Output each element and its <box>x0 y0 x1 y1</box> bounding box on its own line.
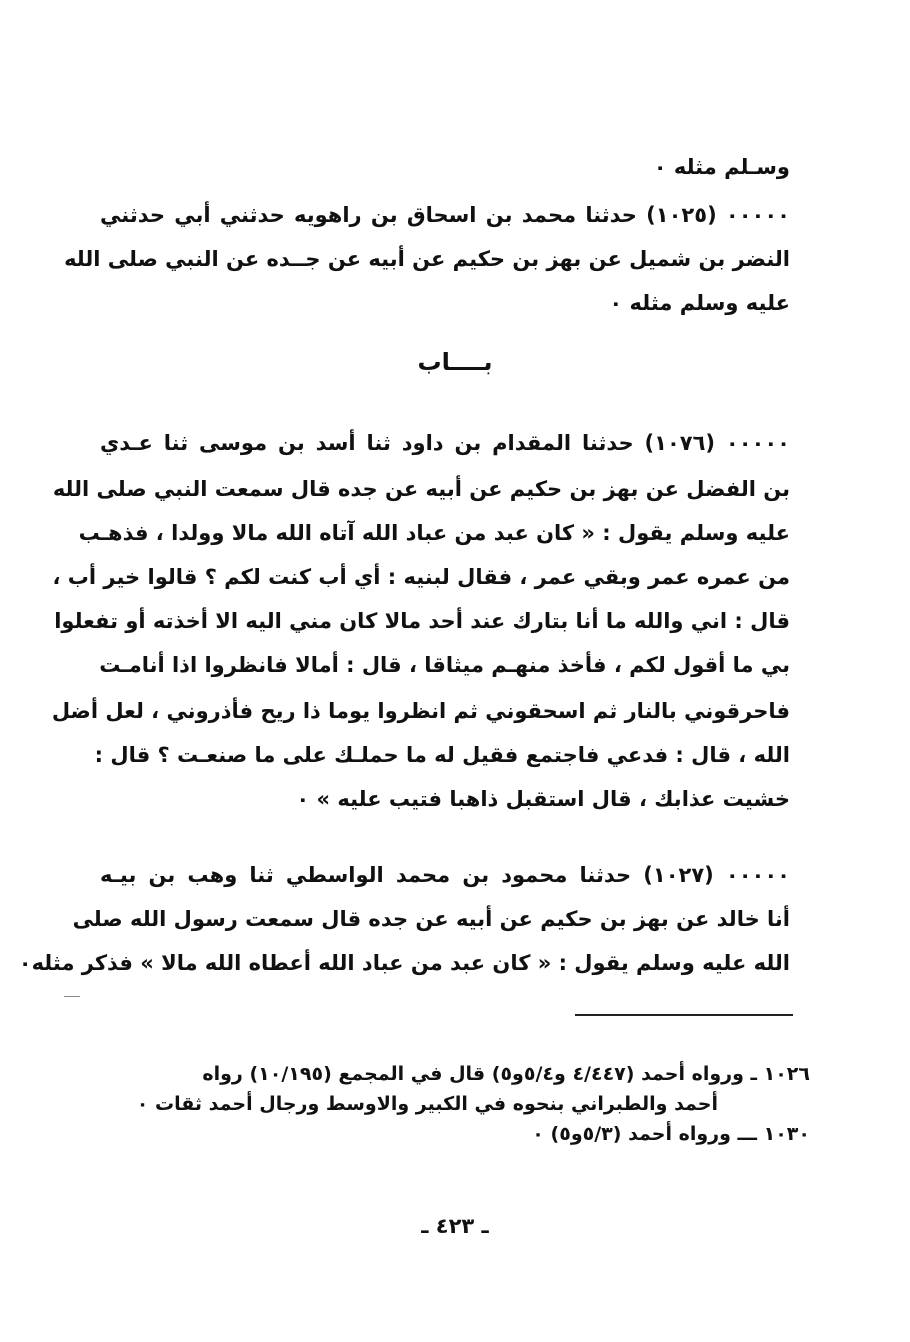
text-line-9: قال : اني والله ما أنا بتارك عند أحد مالا كان مني اليه الا أخذته أو تفعلوا <box>54 609 790 633</box>
footnote-1: ١٠٢٦ ـ ورواه أحمد (٤/٤٤٧ و٥/٤و٥) قال في المجمع (١٠/١٩٥) رواه <box>202 1063 810 1085</box>
footnote-2: ١٠٣٠ ـــ ورواه أحمد (٥/٣و٥) ٠ <box>532 1123 810 1145</box>
text-line-14: ٠٠٠٠٠ (١٠٢٧) حدثنا محمود بن محمد الواسطي ثنا وهب بن بيـه <box>100 863 790 887</box>
text-line-15: أنا خالد عن بهز بن حكيم عن أبيه عن جده قال سمعت رسول الله صلى <box>72 907 790 931</box>
text-line-5: ٠٠٠٠٠ (١٠٧٦) حدثنا المقدام بن داود ثنا أسد بن موسى ثنا عـدي <box>100 431 790 455</box>
footnote-1-continuation: أحمد والطبراني بنحوه في الكبير والاوسط ورجال أحمد ثقات ٠ <box>136 1093 718 1115</box>
section-heading: بــــاب <box>417 348 493 376</box>
page-number: ـ ٤٢٣ ـ <box>421 1214 489 1238</box>
footnote-separator <box>575 1014 793 1016</box>
text-line-3: النضر بن شميل عن بهز بن حكيم عن أبيه عن جــده عن النبي صلى الله <box>64 247 790 271</box>
text-line-8: من عمره عمر وبقي عمر ، فقال لبنيه : أي أب كنت لكم ؟ قالوا خير أب ، <box>52 565 790 589</box>
text-line-1: وسـلم مثله ٠ <box>653 155 790 179</box>
text-line-16: الله عليه وسلم يقول : « كان عبد من عباد الله أعطاه الله مالا » فذكر مثله٠ <box>18 951 790 975</box>
text-line-12: الله ، قال : فدعي فاجتمع فقيل له ما حملـك على ما صنعـت ؟ قال : <box>94 743 790 767</box>
text-line-11: فاحرقوني بالنار ثم اسحقوني ثم انظروا يوما ذا ريح فأذروني ، لعل أضل <box>51 699 790 723</box>
text-line-13: خشيت عذابك ، قال استقبل ذاهبا فتيب عليه » ٠ <box>296 787 790 811</box>
text-line-10: بي ما أقول لكم ، فأخذ منهـم ميثاقا ، قال : أمالا فانظروا اذا أنامـت <box>99 653 790 677</box>
text-line-2: ٠٠٠٠٠ (١٠٢٥) حدثنا محمد بن اسحاق بن راهويه حدثني أبي حدثني <box>100 203 790 227</box>
margin-mark <box>64 996 80 997</box>
text-line-4: عليه وسلم مثله ٠ <box>609 291 790 315</box>
text-line-7: عليه وسلم يقول : « كان عبد من عباد الله آتاه الله مالا وولدا ، فذهـب <box>78 521 790 545</box>
text-line-6: بن الفضل عن بهز بن حكيم عن أبيه عن جده قال سمعت النبي صلى الله <box>52 477 790 501</box>
